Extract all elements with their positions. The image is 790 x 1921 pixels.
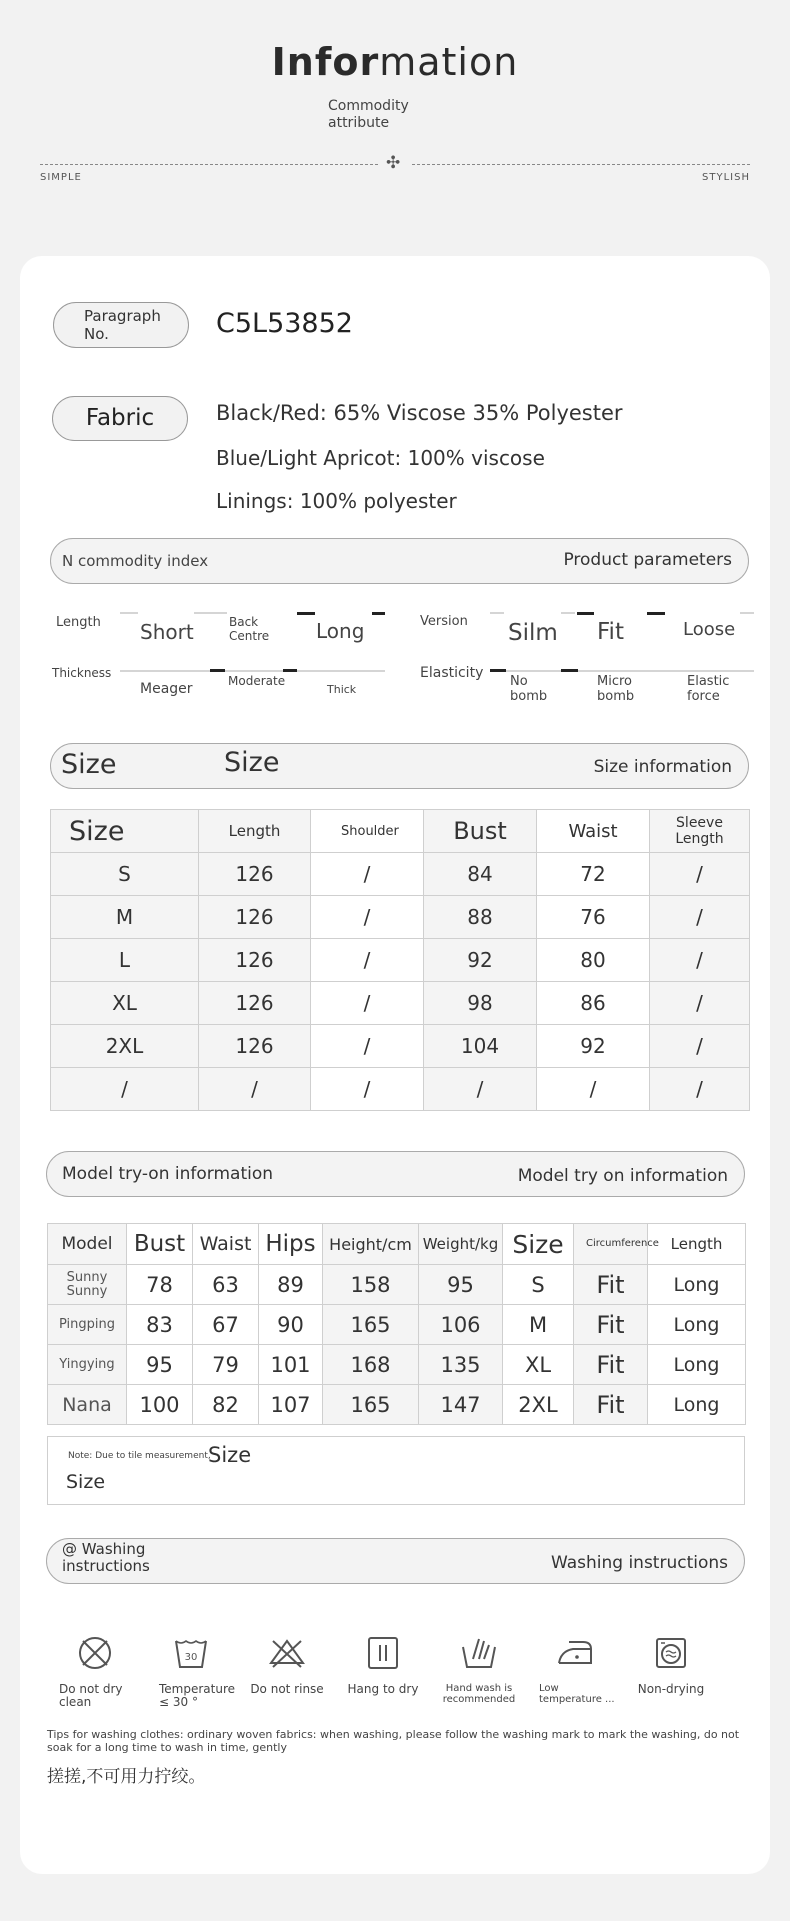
wash-item xyxy=(527,1633,623,1709)
washing-tips-cn: 搓搓,不可用力拧绞。 xyxy=(47,1767,206,1787)
table-cell: / xyxy=(537,1068,650,1111)
table-cell: 67 xyxy=(193,1305,259,1345)
table-cell: 82 xyxy=(193,1385,259,1425)
table-cell: Pingping xyxy=(48,1305,127,1345)
col-header: Waist xyxy=(193,1224,259,1265)
elasticity-label: Elasticity xyxy=(420,665,484,681)
table-cell: / xyxy=(311,1025,424,1068)
version-option-fit: Fit xyxy=(597,619,624,645)
table-cell: Fit xyxy=(574,1345,648,1385)
wash-label: Temperature ≤ 30 ° xyxy=(159,1682,236,1709)
table-cell: 106 xyxy=(419,1305,503,1345)
wash-item xyxy=(239,1633,335,1709)
table-cell: / xyxy=(650,853,750,896)
length-label: Length xyxy=(56,615,101,630)
col-header: Size xyxy=(51,810,199,853)
table-cell: Nana xyxy=(48,1385,127,1425)
wash-label: Low temperature ... xyxy=(539,1683,615,1705)
divider-left xyxy=(40,164,378,165)
table-cell: 84 xyxy=(424,853,537,896)
length-option-long: Long xyxy=(316,619,365,643)
thickness-option-moderate: Moderate xyxy=(228,674,286,688)
col-header: Length xyxy=(648,1224,746,1265)
table-row xyxy=(48,1305,746,1345)
page-title: Information xyxy=(271,40,519,84)
version-label: Version xyxy=(420,614,468,629)
table-cell: 100 xyxy=(127,1385,193,1425)
col-header: Hips xyxy=(259,1224,323,1265)
wash-item xyxy=(143,1633,239,1709)
table-row xyxy=(51,1025,750,1068)
table-cell: Long xyxy=(648,1345,746,1385)
thickness-seg xyxy=(120,670,385,672)
length-option-short: Short xyxy=(140,620,194,644)
table-cell: Sunny Sunny xyxy=(48,1265,127,1305)
thickness-label: Thickness xyxy=(52,666,112,680)
wash-label: Non-drying xyxy=(637,1682,705,1696)
divider-right xyxy=(412,164,750,165)
length-seg-active xyxy=(297,612,315,615)
table-cell: / xyxy=(51,1068,199,1111)
table-cell: 101 xyxy=(259,1345,323,1385)
fabric-line-3: Linings: 100% polyester xyxy=(216,489,457,513)
col-header: Waist xyxy=(537,810,650,853)
table-row xyxy=(48,1345,746,1385)
length-seg-active xyxy=(372,612,385,615)
thickness-option-thick: Thick xyxy=(327,683,357,696)
model-table-header xyxy=(48,1224,746,1265)
length-seg xyxy=(120,612,138,614)
table-cell: S xyxy=(503,1265,574,1305)
commodity-index-title: N commodity index xyxy=(62,552,209,570)
wash-label: Do not dry clean xyxy=(59,1682,123,1709)
table-row xyxy=(51,853,750,896)
length-option-back-centre: Back Centre xyxy=(229,615,270,643)
table-cell: 88 xyxy=(424,896,537,939)
wash-item xyxy=(623,1633,719,1709)
model-info-title: Model try on information xyxy=(517,1166,728,1186)
note-box xyxy=(47,1436,745,1505)
table-cell: 72 xyxy=(537,853,650,896)
wash-item xyxy=(431,1633,527,1709)
table-cell: 168 xyxy=(323,1345,419,1385)
washing-tips: Tips for washing clothes: ordinary woven fabrics: when washing, please follow the washing mark to mark the washing, do not soak for a long time to wash in time, gently xyxy=(47,1728,740,1754)
table-cell: / xyxy=(650,1025,750,1068)
table-cell: 76 xyxy=(537,896,650,939)
thickness-seg-active xyxy=(210,669,225,672)
size-bar-middle: Size xyxy=(224,747,280,778)
table-cell: / xyxy=(311,939,424,982)
version-option-loose: Loose xyxy=(683,619,736,640)
table-cell: 2XL xyxy=(51,1025,199,1068)
col-header: Height/cm xyxy=(323,1224,419,1265)
table-cell: S xyxy=(51,853,199,896)
table-cell: / xyxy=(199,1068,311,1111)
table-row xyxy=(51,939,750,982)
table-cell: Yingying xyxy=(48,1345,127,1385)
table-cell: 126 xyxy=(199,1025,311,1068)
wash-label: Do not rinse xyxy=(250,1682,324,1696)
table-cell: 89 xyxy=(259,1265,323,1305)
table-cell: Fit xyxy=(574,1305,648,1345)
table-cell: 126 xyxy=(199,939,311,982)
col-header: Length xyxy=(199,810,311,853)
table-row xyxy=(51,1068,750,1111)
thickness-option-meager: Meager xyxy=(140,681,193,697)
col-header: Bust xyxy=(424,810,537,853)
table-cell: 165 xyxy=(323,1305,419,1345)
table-cell: 86 xyxy=(537,982,650,1025)
version-seg xyxy=(490,612,504,614)
table-cell: 92 xyxy=(424,939,537,982)
thickness-seg-active xyxy=(283,669,297,672)
fabric-line-1: Black/Red: 65% Viscose 35% Polyester xyxy=(216,401,623,425)
table-cell: 79 xyxy=(193,1345,259,1385)
table-cell: / xyxy=(311,1068,424,1111)
table-cell: / xyxy=(311,853,424,896)
tag-simple: SIMPLE xyxy=(40,172,82,183)
hand-wash-icon xyxy=(459,1633,499,1673)
wash-label: Hang to dry xyxy=(347,1682,419,1696)
table-cell: 147 xyxy=(419,1385,503,1425)
table-cell: XL xyxy=(51,982,199,1025)
svg-text:30: 30 xyxy=(184,1652,198,1663)
col-header: Size xyxy=(503,1224,574,1265)
elasticity-seg-active xyxy=(561,669,578,672)
table-cell: 126 xyxy=(199,853,311,896)
table-cell: 135 xyxy=(419,1345,503,1385)
table-cell: / xyxy=(650,939,750,982)
elasticity-option-elastic-force: Elastic force xyxy=(687,674,730,704)
note-size-2: Size xyxy=(66,1471,106,1493)
table-row xyxy=(51,982,750,1025)
wash-item xyxy=(47,1633,143,1709)
table-cell: Fit xyxy=(574,1385,648,1425)
paragraph-value: C5L53852 xyxy=(216,308,353,339)
col-header: Bust xyxy=(127,1224,193,1265)
table-cell: 107 xyxy=(259,1385,323,1425)
table-cell: Long xyxy=(648,1265,746,1305)
table-cell: 83 xyxy=(127,1305,193,1345)
table-cell: L xyxy=(51,939,199,982)
col-header: Sleeve Length xyxy=(650,810,750,853)
wash-label: Hand wash is recommended xyxy=(442,1683,516,1705)
table-cell: 78 xyxy=(127,1265,193,1305)
table-cell: 165 xyxy=(323,1385,419,1425)
product-parameters-title: Product parameters xyxy=(563,550,732,570)
table-cell: M xyxy=(503,1305,574,1345)
table-row xyxy=(48,1265,746,1305)
table-cell: 158 xyxy=(323,1265,419,1305)
col-header: Weight/kg xyxy=(419,1224,503,1265)
size-table-header xyxy=(51,810,750,853)
model-bar-left: Model try-on information xyxy=(62,1164,274,1184)
col-header: Circumference xyxy=(574,1224,648,1265)
wash-30-icon xyxy=(171,1633,211,1673)
table-cell: 92 xyxy=(537,1025,650,1068)
col-header: Shoulder xyxy=(311,810,424,853)
tag-stylish: STYLISH xyxy=(702,172,750,183)
table-cell: / xyxy=(311,896,424,939)
elasticity-seg xyxy=(490,670,754,672)
table-row xyxy=(51,896,750,939)
table-cell: 63 xyxy=(193,1265,259,1305)
table-row xyxy=(48,1385,746,1425)
note-size: Size xyxy=(208,1443,252,1467)
table-cell: / xyxy=(311,982,424,1025)
elasticity-seg-active xyxy=(490,669,506,672)
table-cell: Fit xyxy=(574,1265,648,1305)
table-cell: 2XL xyxy=(503,1385,574,1425)
table-cell: / xyxy=(424,1068,537,1111)
length-seg xyxy=(194,612,227,614)
table-cell: Long xyxy=(648,1305,746,1345)
paragraph-label: Paragraph No. xyxy=(53,302,189,348)
version-seg-active xyxy=(577,612,594,615)
table-cell: 126 xyxy=(199,896,311,939)
fabric-label: Fabric xyxy=(52,396,188,441)
no-tumble-dry-icon xyxy=(651,1633,691,1673)
version-option-silm: Silm xyxy=(508,620,558,646)
size-info-title: Size information xyxy=(593,757,732,777)
fabric-line-2: Blue/Light Apricot: 100% viscose xyxy=(216,446,545,470)
washing-bar-left: @ Washing instructions xyxy=(62,1540,150,1575)
table-cell: 98 xyxy=(424,982,537,1025)
table-cell: 126 xyxy=(199,982,311,1025)
no-dry-clean-icon xyxy=(75,1633,115,1673)
crosshair-icon: ✣ xyxy=(386,153,401,173)
page-subtitle: Commodity attribute xyxy=(328,98,409,131)
version-seg xyxy=(740,612,754,614)
elasticity-option-no-bomb: No bomb xyxy=(510,674,548,704)
hang-dry-icon xyxy=(363,1633,403,1673)
elasticity-option-micro-bomb: Micro bomb xyxy=(597,674,635,704)
note-text: Note: Due to tile measurement, xyxy=(68,1451,211,1461)
washing-instructions-title: Washing instructions xyxy=(550,1553,728,1573)
version-seg xyxy=(561,612,575,614)
table-cell: M xyxy=(51,896,199,939)
table-cell: / xyxy=(650,1068,750,1111)
table-cell: / xyxy=(650,896,750,939)
iron-low-icon xyxy=(555,1633,595,1673)
table-cell: / xyxy=(650,982,750,1025)
model-table xyxy=(47,1223,746,1425)
table-cell: XL xyxy=(503,1345,574,1385)
table-cell: 95 xyxy=(127,1345,193,1385)
table-cell: 104 xyxy=(424,1025,537,1068)
version-seg-active xyxy=(647,612,665,615)
table-cell: 95 xyxy=(419,1265,503,1305)
size-bar-left: Size xyxy=(61,749,117,780)
table-cell: Long xyxy=(648,1385,746,1425)
washing-icons-row xyxy=(47,1633,747,1709)
table-cell: 80 xyxy=(537,939,650,982)
table-cell: 90 xyxy=(259,1305,323,1345)
col-header: Model xyxy=(48,1224,127,1265)
wash-item xyxy=(335,1633,431,1709)
do-not-rinse-icon xyxy=(267,1633,307,1673)
size-table xyxy=(50,809,750,1111)
